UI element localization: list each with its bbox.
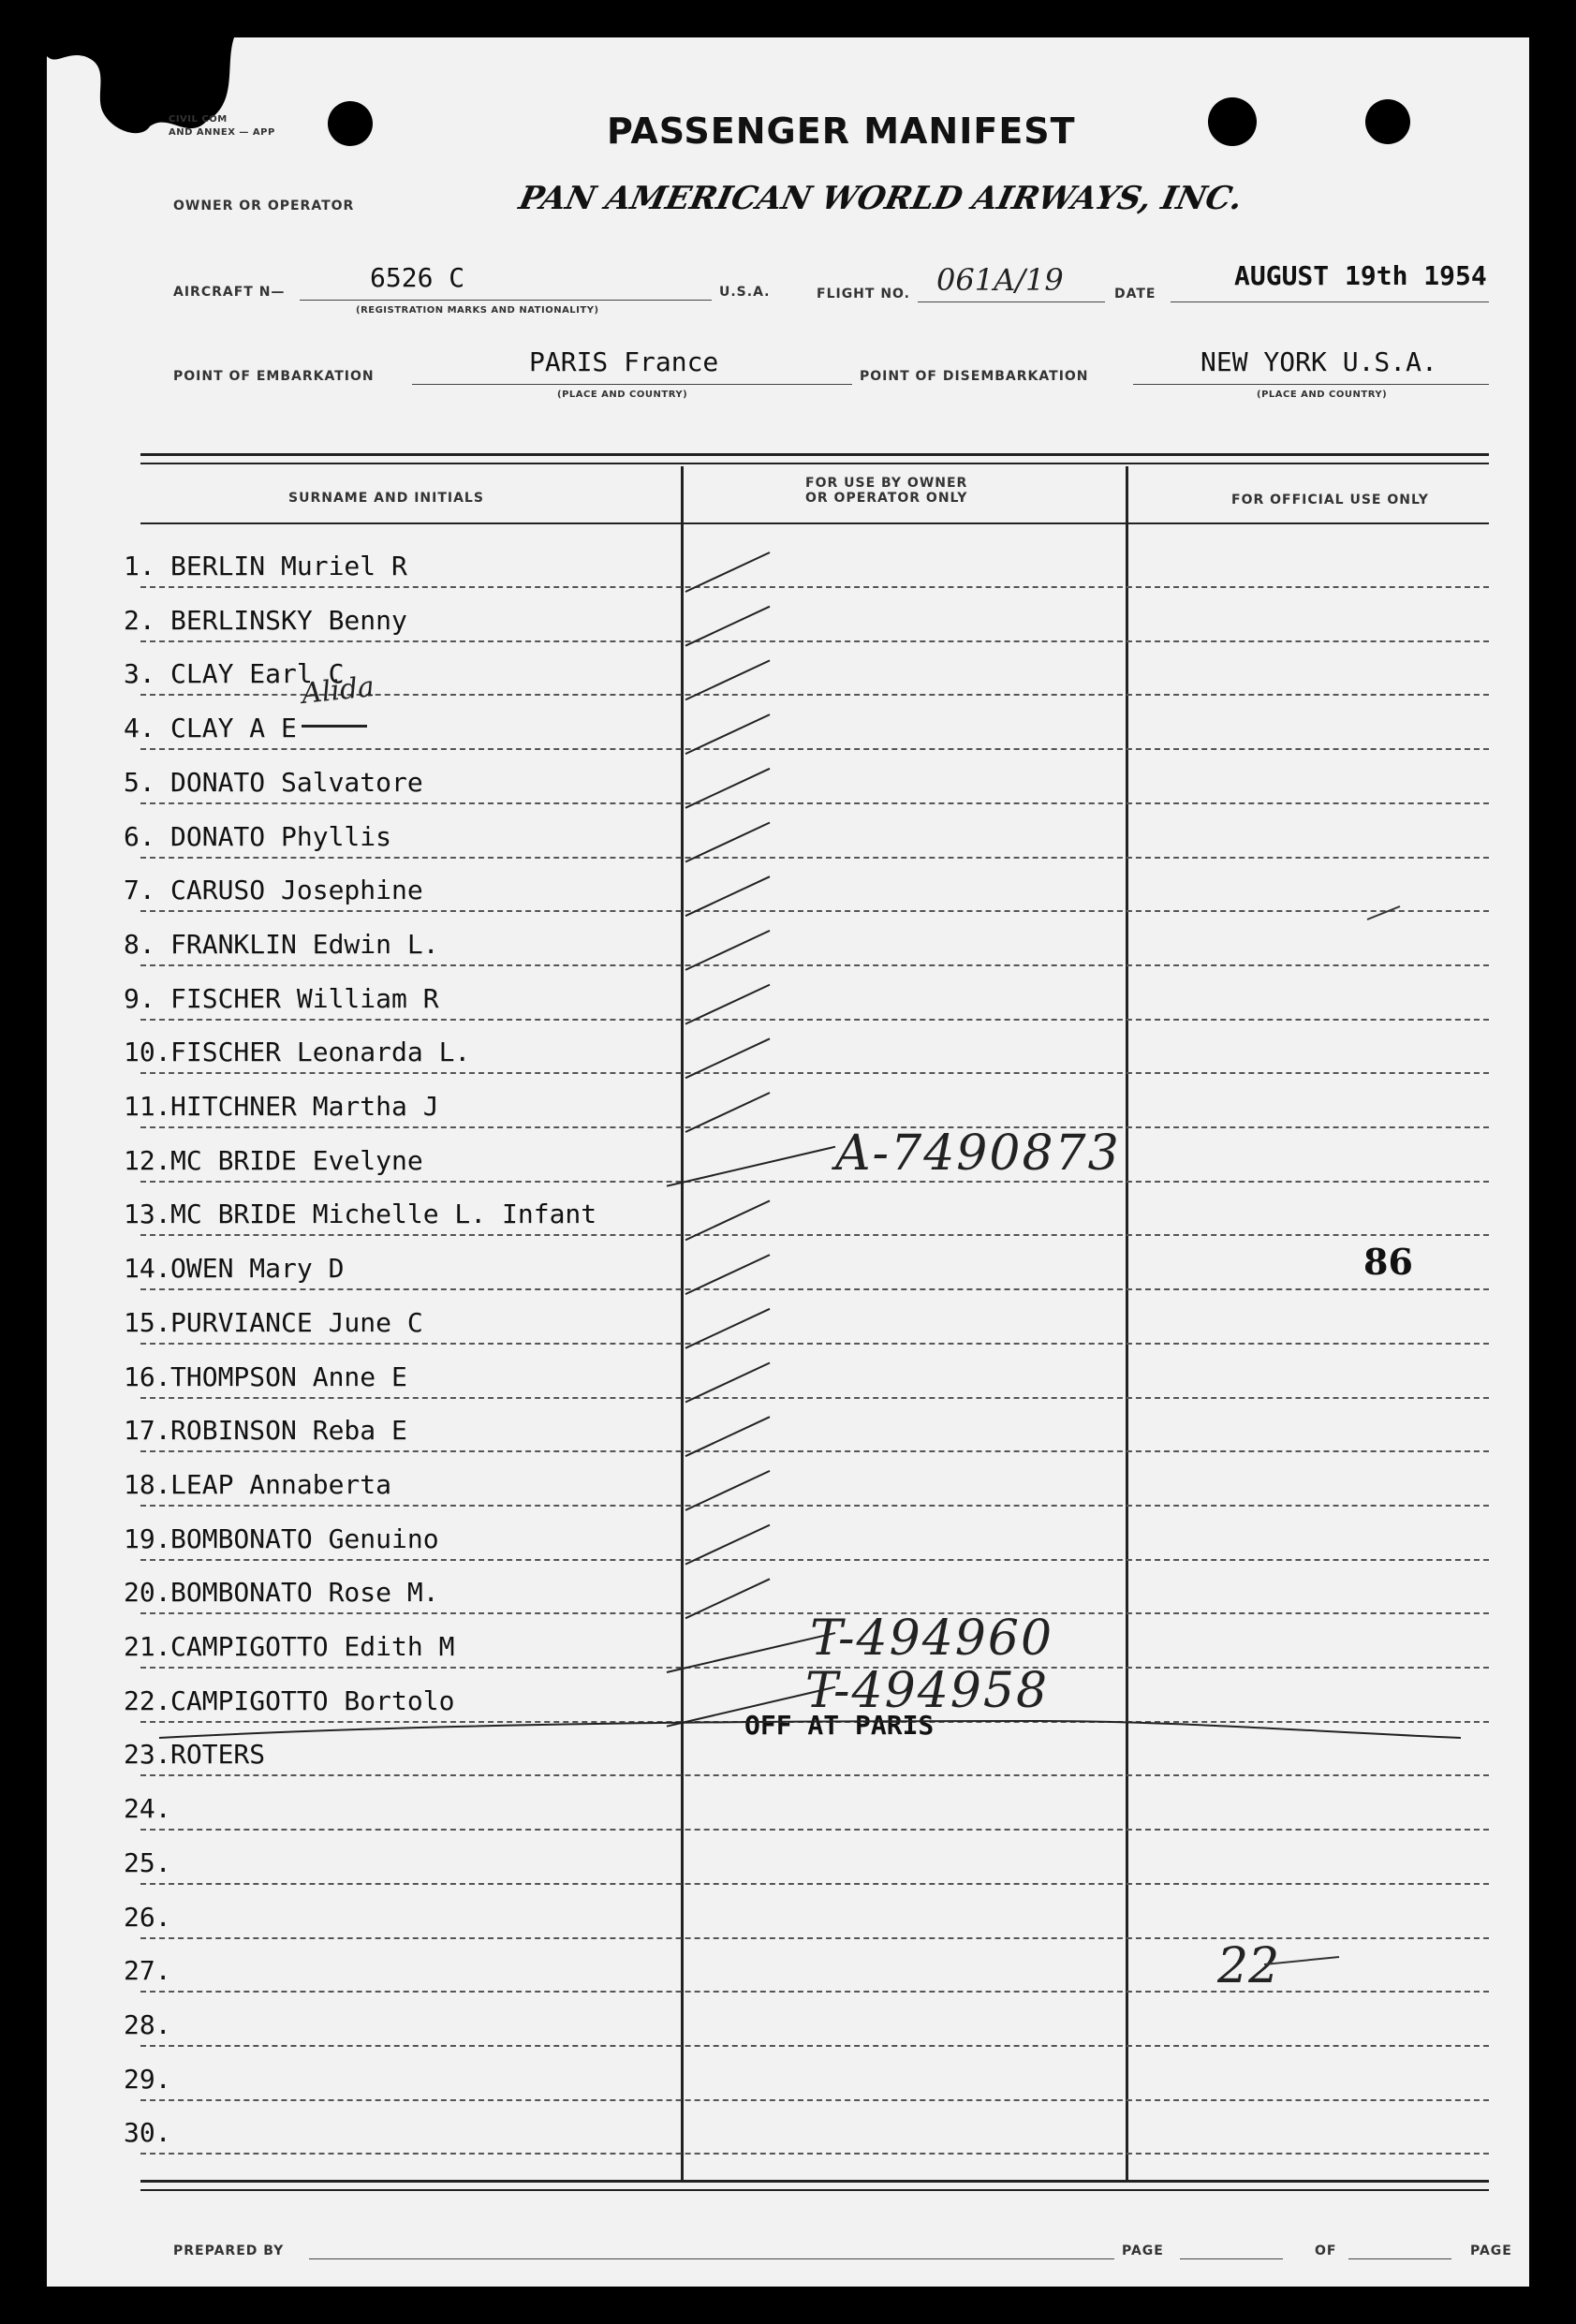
row-number: 22. xyxy=(124,1684,171,1716)
row-number: 19. xyxy=(124,1522,171,1554)
embark-value: PARIS France xyxy=(529,346,719,377)
col-header-official: FOR OFFICIAL USE ONLY xyxy=(1231,493,1429,507)
passenger-name: BOMBONATO Genuino xyxy=(170,1522,439,1554)
row-number: 4. xyxy=(124,713,155,744)
passenger-name: BOMBONATO Rose M. xyxy=(170,1577,439,1609)
row-number: 12. xyxy=(124,1144,171,1176)
col-header-names: SURNAME AND INITIALS xyxy=(288,491,484,506)
passenger-name: LEAP Annaberta xyxy=(170,1468,392,1500)
row-number: 26. xyxy=(124,1901,171,1933)
passenger-name: DONATO Salvatore xyxy=(170,766,423,798)
date-label: DATE xyxy=(1114,287,1156,302)
passenger-name: CLAY Earl C xyxy=(170,658,345,690)
owner-label: OWNER OR OPERATOR xyxy=(173,199,355,213)
prepared-by-line xyxy=(309,2258,1114,2259)
passenger-name: OWEN Mary D xyxy=(170,1253,345,1285)
row-number: 24. xyxy=(124,1793,171,1825)
handwritten-alida: Alida xyxy=(300,670,376,711)
passenger-name: CLAY A E xyxy=(170,713,297,744)
passenger-name: FRANKLIN Edwin L. xyxy=(170,928,439,960)
page-title: PASSENGER MANIFEST xyxy=(607,110,1076,152)
passenger-name: CAMPIGOTTO Edith M xyxy=(170,1631,455,1662)
passenger-name: HITCHNER Martha J xyxy=(170,1091,439,1122)
stray-pen-mark xyxy=(47,37,1529,2287)
row-number: 9. xyxy=(124,982,155,1014)
row-number: 6. xyxy=(124,820,155,852)
ticket-number-3: T-494958 xyxy=(805,1663,1050,1719)
table-bottom-rule-2 xyxy=(140,2189,1489,2191)
row-number: 11. xyxy=(124,1091,171,1122)
row-number: 23. xyxy=(124,1739,171,1771)
row-number: 28. xyxy=(124,2008,171,2040)
page-label-2: PAGE xyxy=(1470,2243,1512,2258)
embark-caption: (PLACE AND COUNTRY) xyxy=(557,390,688,400)
usa-label: U.S.A. xyxy=(719,285,771,300)
row-number: 18. xyxy=(124,1468,171,1500)
prepared-by-label: PREPARED BY xyxy=(173,2243,285,2258)
row-number: 15. xyxy=(124,1306,171,1338)
official-stamp-86: 86 xyxy=(1363,1241,1413,1283)
row-number: 2. xyxy=(124,604,155,636)
passenger-name: MC BRIDE Evelyne xyxy=(170,1144,423,1176)
col-header-owner-2: OR OPERATOR ONLY xyxy=(805,491,968,506)
passenger-name: CARUSO Josephine xyxy=(170,875,423,906)
aircraft-label: AIRCRAFT N— xyxy=(173,285,286,300)
row-number: 8. xyxy=(124,928,155,960)
aircraft-value: 6526 C xyxy=(370,262,465,293)
passenger-name: ROBINSON Reba E xyxy=(170,1415,407,1447)
page-line xyxy=(1180,2258,1283,2259)
passenger-name: BERLIN Muriel R xyxy=(170,551,407,581)
passenger-name: MC BRIDE Michelle L. Infant xyxy=(170,1199,597,1230)
passenger-name: DONATO Phyllis xyxy=(170,820,392,852)
col-header-owner-1: FOR USE BY OWNER xyxy=(805,476,968,491)
row-number: 25. xyxy=(124,1846,171,1878)
row-number: 10. xyxy=(124,1037,171,1068)
corner-note-2: AND ANNEX — APP xyxy=(169,127,275,138)
row-number: 17. xyxy=(124,1415,171,1447)
row-number: 7. xyxy=(124,875,155,906)
row-number: 27. xyxy=(124,1955,171,1987)
row-number: 20. xyxy=(124,1577,171,1609)
handwritten-total: 22 xyxy=(1217,1938,1280,1994)
manifest-sheet xyxy=(47,37,1529,2287)
passenger-name: PURVIANCE June C xyxy=(170,1306,423,1338)
passenger-name: FISCHER Leonarda L. xyxy=(170,1037,471,1068)
passenger-name: BERLINSKY Benny xyxy=(170,604,407,636)
embark-label: POINT OF EMBARKATION xyxy=(173,369,375,384)
passenger-name: CAMPIGOTTO Bortolo xyxy=(170,1684,455,1716)
passenger-name: THOMPSON Anne E xyxy=(170,1361,407,1392)
disembark-value: NEW YORK U.S.A. xyxy=(1200,346,1437,377)
row-number: 21. xyxy=(124,1631,171,1662)
row-number: 1. xyxy=(124,551,155,581)
row-number: 14. xyxy=(124,1253,171,1285)
row-number: 13. xyxy=(124,1199,171,1230)
row-number: 16. xyxy=(124,1361,171,1392)
page-label: PAGE xyxy=(1122,2243,1164,2258)
date-value: AUGUST 19th 1954 xyxy=(1234,260,1487,291)
row-number: 3. xyxy=(124,658,155,690)
ticket-number-2: T-494960 xyxy=(810,1611,1054,1667)
of-line xyxy=(1348,2258,1451,2259)
off-at-paris-note: OFF AT PARIS xyxy=(744,1710,935,1741)
passenger-name: ROTERS xyxy=(170,1739,266,1771)
row-number: 5. xyxy=(124,766,155,798)
row-number: 29. xyxy=(124,2063,171,2095)
passenger-name: FISCHER William R xyxy=(170,982,439,1014)
of-label: OF xyxy=(1315,2243,1337,2258)
table-bottom-rule-1 xyxy=(140,2180,1489,2183)
owner-value: PAN AMERICAN WORLD AIRWAYS, INC. xyxy=(515,180,1246,217)
disembark-caption: (PLACE AND COUNTRY) xyxy=(1257,390,1388,400)
flight-value: 061A/19 xyxy=(936,262,1064,298)
disembark-label: POINT OF DISEMBARKATION xyxy=(860,369,1089,384)
row-number: 30. xyxy=(124,2117,171,2149)
aircraft-caption: (REGISTRATION MARKS AND NATIONALITY) xyxy=(356,305,599,316)
flight-label: FLIGHT NO. xyxy=(817,287,910,302)
corner-note-1: CIVIL COM xyxy=(169,114,228,125)
ticket-number-1: A-7490873 xyxy=(835,1125,1121,1182)
